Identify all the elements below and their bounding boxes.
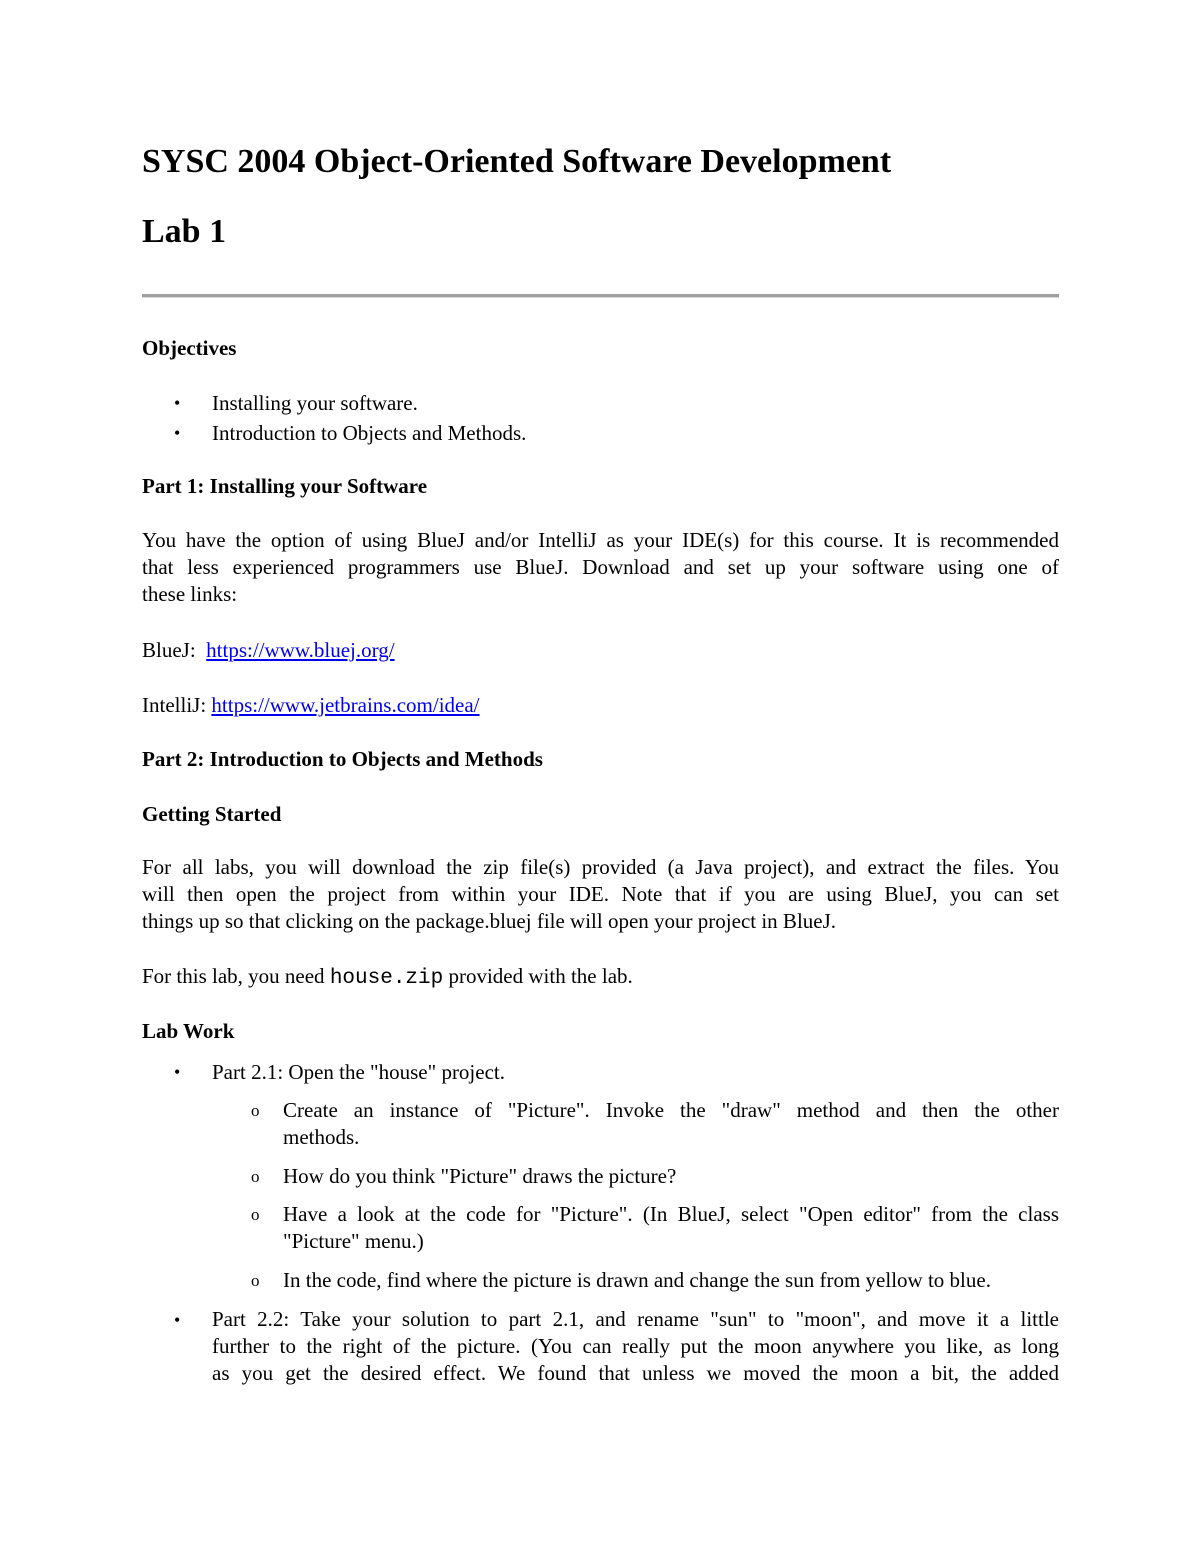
lab-work-sub-item-4: In the code, find where the picture is drawn and change the sun from yellow to blue. [283, 1268, 991, 1292]
lab-work-sub-item-2: How do you think "Picture" draws the picture? [283, 1164, 677, 1188]
paragraph-line: that less experienced programmers use BlueJ. Download and set up your software using one of [142, 555, 1059, 579]
intellij-label: IntelliJ: [142, 693, 207, 717]
bluej-label: BlueJ: [142, 638, 196, 662]
lab-file-name: house.zip [329, 967, 444, 990]
lab-file-suffix: provided with the lab. [448, 964, 633, 988]
getting-started-heading: Getting Started [142, 802, 282, 826]
paragraph-line: Have a look at the code for "Picture". (In BlueJ, select "Open editor" from the class [283, 1202, 1059, 1226]
bluej-link[interactable]: https://www.bluej.org/ [206, 638, 395, 662]
lab-file-sentence [142, 963, 633, 992]
bullet-icon: • [174, 393, 181, 413]
paragraph-line: will then open the project from within your IDE. Note that if you are using BlueJ, you can set [142, 882, 1059, 906]
lab-work-sub-item-3 [283, 1201, 1059, 1255]
paragraph-line: methods. [283, 1125, 360, 1149]
intellij-link-row [142, 692, 480, 718]
lab-work-sub-item-1 [283, 1097, 1059, 1151]
document-title: SYSC 2004 Object-Oriented Software Development [142, 143, 892, 180]
intellij-link[interactable]: https://www.jetbrains.com/idea/ [211, 693, 480, 717]
paragraph-line: "Picture" menu.) [283, 1229, 424, 1253]
objectives-heading: Objectives [142, 336, 237, 360]
objective-item-1: Installing your software. [212, 391, 418, 415]
part1-heading: Part 1: Installing your Software [142, 474, 428, 498]
part1-paragraph [142, 527, 1059, 608]
paragraph-line: Part 2.2: Take your solution to part 2.1, and rename "sun" to "moon", and move it a little [212, 1307, 1059, 1331]
part2-heading: Part 2: Introduction to Objects and Methods [142, 747, 543, 771]
horizontal-rule [142, 294, 1059, 298]
lab-work-item-2 [212, 1306, 1059, 1387]
paragraph-line: these links: [142, 582, 238, 606]
bullet-icon: • [174, 1062, 181, 1082]
paragraph-line: Create an instance of "Picture". Invoke the "draw" method and then the other [283, 1098, 1059, 1122]
paragraph-line: For all labs, you will download the zip file(s) provided (a Java project), and extract the files. You [142, 855, 1059, 879]
paragraph-line: further to the right of the picture. (You can really put the moon anywhere you like, as long [212, 1334, 1059, 1358]
lab-work-item-1: Part 2.1: Open the "house" project. [212, 1060, 505, 1084]
bluej-link-row [142, 637, 395, 663]
lab-file-prefix: For this lab, you need [142, 964, 325, 988]
getting-started-paragraph [142, 854, 1059, 935]
bullet-icon: • [174, 423, 181, 443]
sub-bullet-icon: o [251, 1101, 260, 1120]
paragraph-line: as you get the desired effect. We found that unless we moved the moon a bit, the added [212, 1361, 1059, 1385]
objective-item-2: Introduction to Objects and Methods. [212, 421, 527, 445]
sub-bullet-icon: o [251, 1167, 260, 1186]
paragraph-line: things up so that clicking on the package.bluej file will open your project in BlueJ. [142, 909, 837, 933]
sub-bullet-icon: o [251, 1205, 260, 1224]
sub-bullet-icon: o [251, 1271, 260, 1290]
bullet-icon: • [174, 1310, 181, 1330]
paragraph-line: You have the option of using BlueJ and/or IntelliJ as your IDE(s) for this course. It is recommended [142, 528, 1059, 552]
lab-work-heading: Lab Work [142, 1019, 235, 1043]
document-subtitle: Lab 1 [142, 213, 227, 250]
